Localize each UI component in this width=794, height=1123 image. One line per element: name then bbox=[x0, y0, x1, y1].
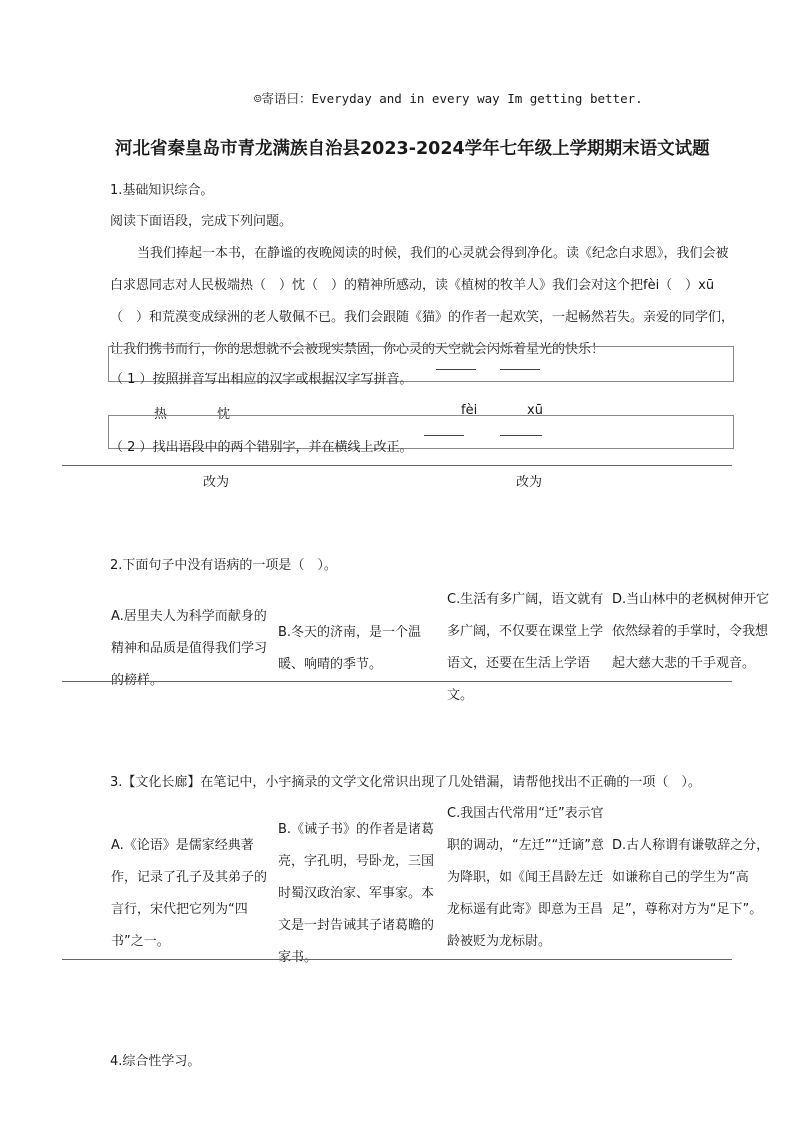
q1-heading: 1.基础知识综合。 bbox=[110, 183, 214, 198]
q1-change-label-2: 改为 bbox=[516, 475, 543, 490]
q1-answer-blank-2[interactable] bbox=[500, 369, 540, 370]
q1-passage-line-1: 当我们捧起一本书，在静谧的夜晚阅读的时候，我们的心灵就会得到净化。读《纪念白求恩》，我们会被 bbox=[137, 246, 729, 261]
q3-option-c[interactable]: C.我国古代常用“迁”表示官职的调动，“左迁”“迁谪”意为降职，如《闻王昌龄左迁龙标遥有此寄》即意为王昌龄被贬为龙标尉。 bbox=[447, 806, 604, 949]
motto-text: ☺寄语曰：Everyday and in every way Im getting better. bbox=[254, 91, 643, 106]
q3-divider bbox=[62, 959, 732, 960]
q1-answer-blank-1[interactable] bbox=[436, 369, 476, 370]
q1-instruction: 阅读下面语段，完成下列问题。 bbox=[110, 214, 293, 229]
q1-sub1-prompt: （ 1 ）按照拼音写出相应的汉字或根据汉字写拼音。 bbox=[110, 372, 413, 387]
page-title: 河北省秦皇岛市青龙满族自治县2023-2024学年七年级上学期期末语文试题 bbox=[115, 139, 710, 159]
q1-answer-line bbox=[62, 465, 732, 466]
q2-heading: 2.下面句子中没有语病的一项是（ ）。 bbox=[110, 558, 337, 573]
q4-heading: 4.综合性学习。 bbox=[110, 1054, 201, 1069]
q1-item-fei: fèi bbox=[461, 403, 478, 418]
q1-passage-line-2: 白求恩同志对人民极端热（ ）忱（ ）的精神所感动，读《植树的牧羊人》我们会对这个把fèi（ ）xū bbox=[110, 278, 715, 293]
q1-sub2-prompt: （ 2 ）找出语段中的两个错别字，并在横线上改正。 bbox=[110, 440, 413, 455]
q1-change-label-1: 改为 bbox=[203, 475, 230, 490]
q3-option-b[interactable]: B.《诫子书》的作者是诸葛亮，字孔明，号卧龙，三国时蜀汉政治家、军事家。本文是一封告诫其子诸葛瞻的家书。 bbox=[278, 822, 435, 965]
q2-option-b[interactable]: B.冬天的济南，是一个温暖、响晴的季节。 bbox=[278, 625, 422, 672]
q1-passage-line-4: 让我们携书而行，你的思想就不会被现实禁固，你心灵的天空就会闪烁着星光的快乐！ bbox=[110, 342, 605, 357]
q3-option-d[interactable]: D.古人称谓有谦敬辞之分，如谦称自己的学生为“高足”，尊称对方为“足下”。 bbox=[612, 838, 770, 917]
q2-divider bbox=[62, 681, 732, 682]
q1-item-chen: 忱 bbox=[217, 407, 231, 422]
q3-heading: 3.【文化长廊】在笔记中，小宇摘录的文学文化常识出现了几处错漏，请帮他找出不正确的一项（ ）。 bbox=[110, 775, 701, 790]
q1-answer-blank-3[interactable] bbox=[424, 435, 464, 436]
q1-answer-blank-4[interactable] bbox=[500, 435, 542, 436]
q3-option-a[interactable]: A.《论语》是儒家经典著作，记录了孔子及其弟子的言行，宋代把它列为“四书”之一。 bbox=[111, 838, 268, 949]
q2-option-a[interactable]: A.居里夫人为科学而献身的精神和品质是值得我们学习的榜样。 bbox=[111, 609, 268, 688]
q1-passage-line-3: （ ）和荒漠变成绿洲的老人敬佩不已。我们会跟随《猫》的作者一起欢笑，一起畅然若失。亲爱的同学们， bbox=[110, 310, 735, 325]
q2-option-d[interactable]: D.当山林中的老枫树伸开它依然绿着的手掌时，令我想起大慈大悲的千手观音。 bbox=[612, 592, 770, 671]
q2-option-c[interactable]: C.生活有多广阔，语文就有多广阔，不仅要在课堂上学语文，还要在生活上学语文。 bbox=[447, 592, 604, 703]
q1-item-re: 热 bbox=[154, 407, 168, 422]
q1-item-xu: xū bbox=[527, 403, 543, 418]
